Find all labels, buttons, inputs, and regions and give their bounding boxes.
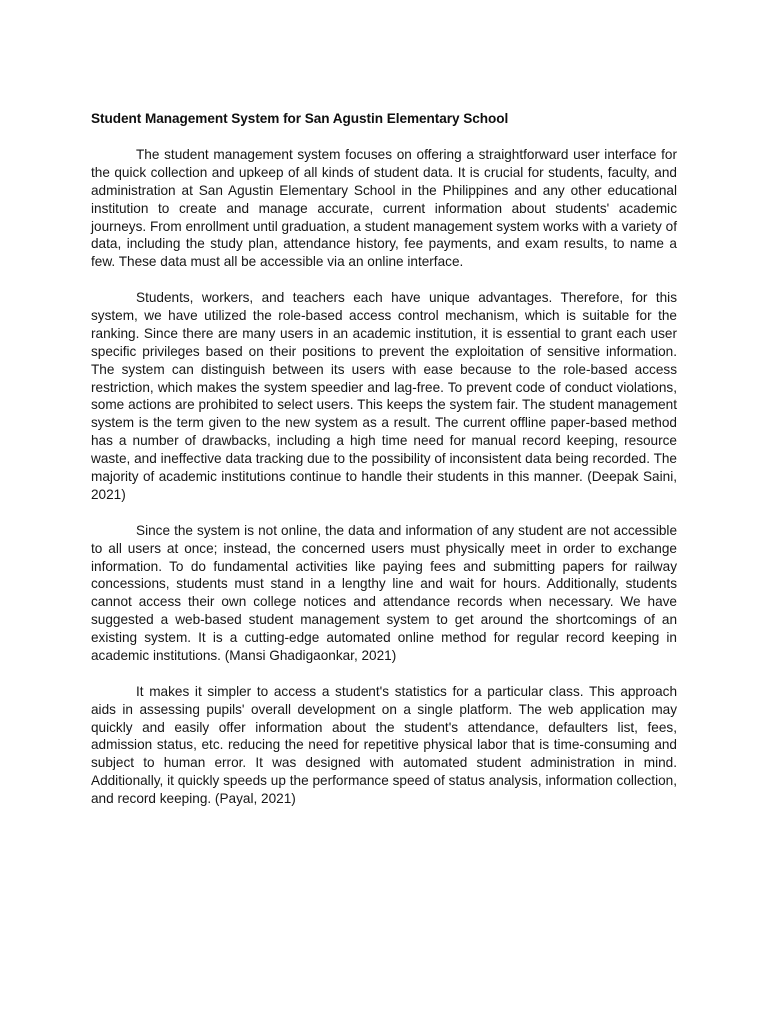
document-body xyxy=(91,110,677,826)
paragraph-intro: The student management system focuses on offering a straightforward user interface for the quick collection and upkeep of all kinds of student data. It is crucial for students, faculty, and administration at San Agustin Elementary School in the Philippines and any other educational institution to create and manage accurate, current information about students' academic journeys. From enrollment until graduation, a student management system works with a variety of data, including the study plan, attendance history, fee payments, and exam results, to name a few. These data must all be accessible via an online interface. xyxy=(91,146,677,270)
paragraph-offline-shortcomings: Since the system is not online, the data and information of any student are not accessible to all users at once; instead, the concerned users must physically meet in order to exchange information. To do fundamental activities like paying fees and submitting papers for railway concessions, students must stand in a lengthy line and wait for hours. Additionally, students cannot access their own college notices and attendance records when necessary. We have suggested a web-based student management system to get around the shortcomings of an existing system. It is a cutting-edge automated online method for regular record keeping in academic institutions. (Mansi Ghadigaonkar, 2021) xyxy=(91,522,677,664)
paragraph-role-based-access: Students, workers, and teachers each have unique advantages. Therefore, for this system, we have utilized the role-based access control mechanism, which is suitable for the ranking. Since there are many users in an academic institution, it is essential to grant each user specific privileges based on their positions to prevent the exploitation of sensitive information. The system can distinguish between its users with ease because to the role-based access restriction, which makes the system speedier and lag-free. To prevent code of conduct violations, some actions are prohibited to select users. This keeps the system fair. The student management system is the term given to the new system as a result. The current offline paper-based method has a number of drawbacks, including a high time need for manual record keeping, resource waste, and ineffective data tracking due to the possibility of inconsistent data being recorded. The majority of academic institutions continue to handle their students in this manner. (Deepak Saini, 2021) xyxy=(91,290,677,503)
paragraph-web-application: It makes it simpler to access a student's statistics for a particular class. This approach aids in assessing pupils' overall development on a single platform. The web application may quickly and easily offer information about the student's attendance, defaulters list, fees, admission status, etc. reducing the need for repetitive physical labor that is time-consuming and subject to human error. It was designed with automated student administration in mind. Additionally, it quickly speeds up the performance speed of status analysis, information collection, and record keeping. (Payal, 2021) xyxy=(91,683,677,807)
document-title: Student Management System for San Agustin Elementary School xyxy=(91,111,509,126)
